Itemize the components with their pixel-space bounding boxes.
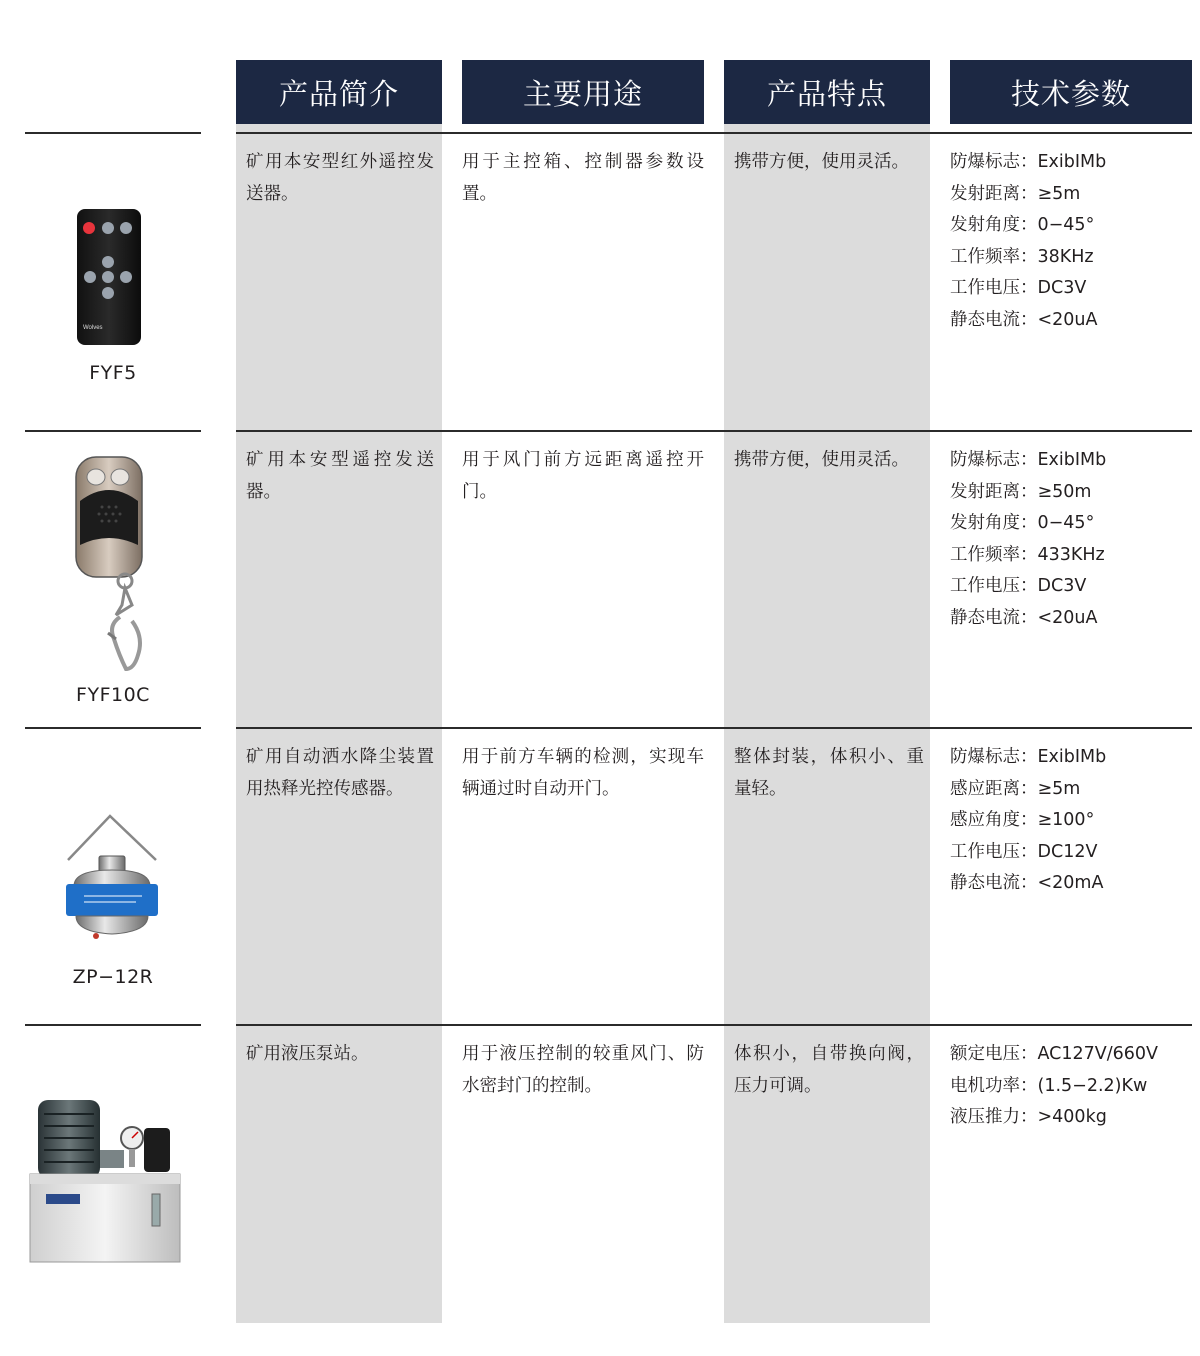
spec-item: 工作电压：DC12V — [950, 841, 1098, 862]
row-divider — [25, 1024, 201, 1026]
specs-list — [950, 147, 1106, 336]
hydraulic-pump-station-icon — [28, 1094, 184, 1270]
usage-cell: 用于液压控制的较重风门、防水密封门的控制。 — [462, 1044, 704, 1096]
spec-item: 额定电压：AC127V/660V — [950, 1044, 1159, 1064]
model-label: FYF10C — [76, 684, 150, 706]
spec-item: 发射距离：≥50m — [950, 481, 1092, 502]
spec-item: 静态电流：<20mA — [950, 873, 1104, 893]
header-intro: 产品简介 — [236, 60, 442, 124]
header-features: 产品特点 — [724, 60, 930, 124]
spec-item: 工作频率：38KHz — [950, 246, 1094, 267]
usage-cell: 用于主控箱、控制器参数设置。 — [462, 152, 704, 204]
spec-item: 工作电压：DC3V — [950, 278, 1087, 298]
specs-list — [950, 742, 1106, 900]
header-usage: 主要用途 — [462, 60, 704, 124]
spec-item: 发射角度：0−45° — [950, 215, 1095, 235]
intro-column-bg — [236, 60, 442, 1323]
row-divider — [236, 1024, 1192, 1026]
spec-item: 发射距离：≥5m — [950, 183, 1081, 204]
features-cell: 整体封装，体积小、重量轻。 — [734, 747, 924, 799]
intro-cell: 矿用自动洒水降尘装置用热释光控传感器。 — [246, 747, 434, 799]
spec-item: 防爆标志：ExibIMb — [950, 450, 1107, 470]
spec-item: 发射角度：0−45° — [950, 513, 1095, 533]
features-cell: 体积小，自带换向阀，压力可调。 — [734, 1044, 924, 1096]
row-divider — [25, 727, 201, 729]
specs-list — [950, 445, 1106, 634]
model-label: FYF5 — [89, 362, 137, 384]
features-cell: 携带方便，使用灵活。 — [734, 450, 909, 470]
pyroelectric-sensor-icon — [62, 812, 162, 944]
row-divider — [236, 727, 1192, 729]
infrared-remote-control-icon — [75, 207, 143, 347]
intro-cell: 矿用液压泵站。 — [246, 1044, 369, 1064]
spec-item: 工作频率：433KHz — [950, 544, 1105, 565]
spec-item: 静态电流：<20uA — [950, 309, 1098, 330]
key-fob-remote-icon — [72, 455, 148, 677]
row-divider — [236, 132, 1192, 134]
row-divider — [236, 430, 1192, 432]
spec-item: 电机功率：(1.5−2.2)Kw — [950, 1075, 1148, 1096]
usage-cell: 用于前方车辆的检测，实现车辆通过时自动开门。 — [462, 747, 704, 799]
intro-cell: 矿用本安型红外遥控发送器。 — [246, 152, 434, 204]
row-divider — [25, 430, 201, 432]
specs-list — [950, 1039, 1158, 1134]
spec-item: 感应距离：≥5m — [950, 778, 1081, 799]
row-divider — [25, 132, 201, 134]
spec-item: 感应角度：≥100° — [950, 810, 1095, 830]
spec-item: 工作电压：DC3V — [950, 576, 1087, 596]
svg-text:Wolves: Wolves — [83, 325, 103, 331]
intro-cell: 矿用本安型遥控发送器。 — [246, 450, 434, 502]
features-column-bg — [724, 60, 930, 1323]
header-specs: 技术参数 — [950, 60, 1192, 124]
model-label: ZP−12R — [72, 966, 154, 988]
spec-item: 防爆标志：ExibIMb — [950, 152, 1107, 172]
features-cell: 携带方便，使用灵活。 — [734, 152, 909, 172]
spec-item: 静态电流：<20uA — [950, 607, 1098, 628]
spec-item: 防爆标志：ExibIMb — [950, 747, 1107, 767]
usage-cell: 用于风门前方远距离遥控开门。 — [462, 450, 704, 502]
spec-item: 液压推力：>400kg — [950, 1107, 1107, 1127]
